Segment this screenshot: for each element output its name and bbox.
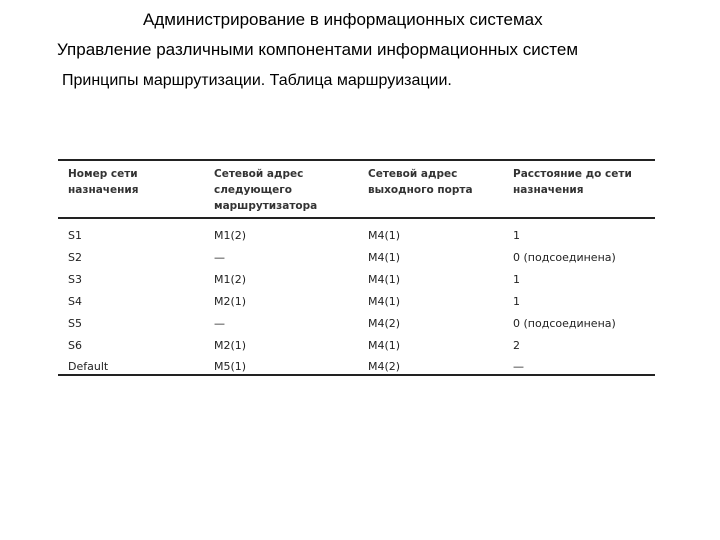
cell-distance: 1 — [513, 295, 520, 308]
table-bottom-rule — [58, 374, 655, 376]
cell-next-router: M1(2) — [214, 229, 247, 242]
cell-distance: 0 (подсоединена) — [513, 251, 616, 264]
table-header-rule — [58, 217, 655, 219]
cell-output-port: M4(1) — [368, 339, 401, 352]
header-destination-network: Номер сети назначения — [68, 168, 139, 196]
cell-distance: — — [513, 360, 524, 373]
cell-output-port: M4(1) — [368, 295, 401, 308]
header-distance: Расстояние до сети назначения — [513, 168, 632, 196]
routing-table — [58, 159, 655, 379]
cell-output-port: M4(2) — [368, 317, 401, 330]
cell-destination: S4 — [68, 295, 82, 308]
cell-next-router: — — [214, 317, 225, 330]
cell-next-router: M5(1) — [214, 360, 247, 373]
cell-next-router: M2(1) — [214, 339, 247, 352]
cell-distance: 1 — [513, 273, 520, 286]
cell-output-port: M4(1) — [368, 273, 401, 286]
header-next-router-address: Сетевой адрес следующего маршрутизатора — [214, 168, 318, 212]
cell-distance: 1 — [513, 229, 520, 242]
cell-destination: S5 — [68, 317, 82, 330]
cell-next-router: M1(2) — [214, 273, 247, 286]
page-subtitle: Управление различными компонентами информационных систем — [57, 40, 579, 59]
cell-next-router: M2(1) — [214, 295, 247, 308]
header-output-port-address: Сетевой адрес выходного порта — [368, 168, 473, 196]
cell-distance: 0 (подсоединена) — [513, 317, 616, 330]
cell-output-port: M4(1) — [368, 251, 401, 264]
cell-destination: S6 — [68, 339, 82, 352]
cell-destination: S1 — [68, 229, 82, 242]
cell-output-port: M4(2) — [368, 360, 401, 373]
cell-next-router: — — [214, 251, 225, 264]
cell-output-port: M4(1) — [368, 229, 401, 242]
cell-destination: S2 — [68, 251, 82, 264]
table-top-rule — [58, 159, 655, 161]
section-heading: Принципы маршрутизации. Таблица маршруизации. — [62, 72, 452, 89]
page-title: Администрирование в информационных системах — [143, 10, 543, 29]
cell-destination: Default — [68, 360, 109, 373]
cell-destination: S3 — [68, 273, 82, 286]
cell-distance: 2 — [513, 339, 520, 352]
